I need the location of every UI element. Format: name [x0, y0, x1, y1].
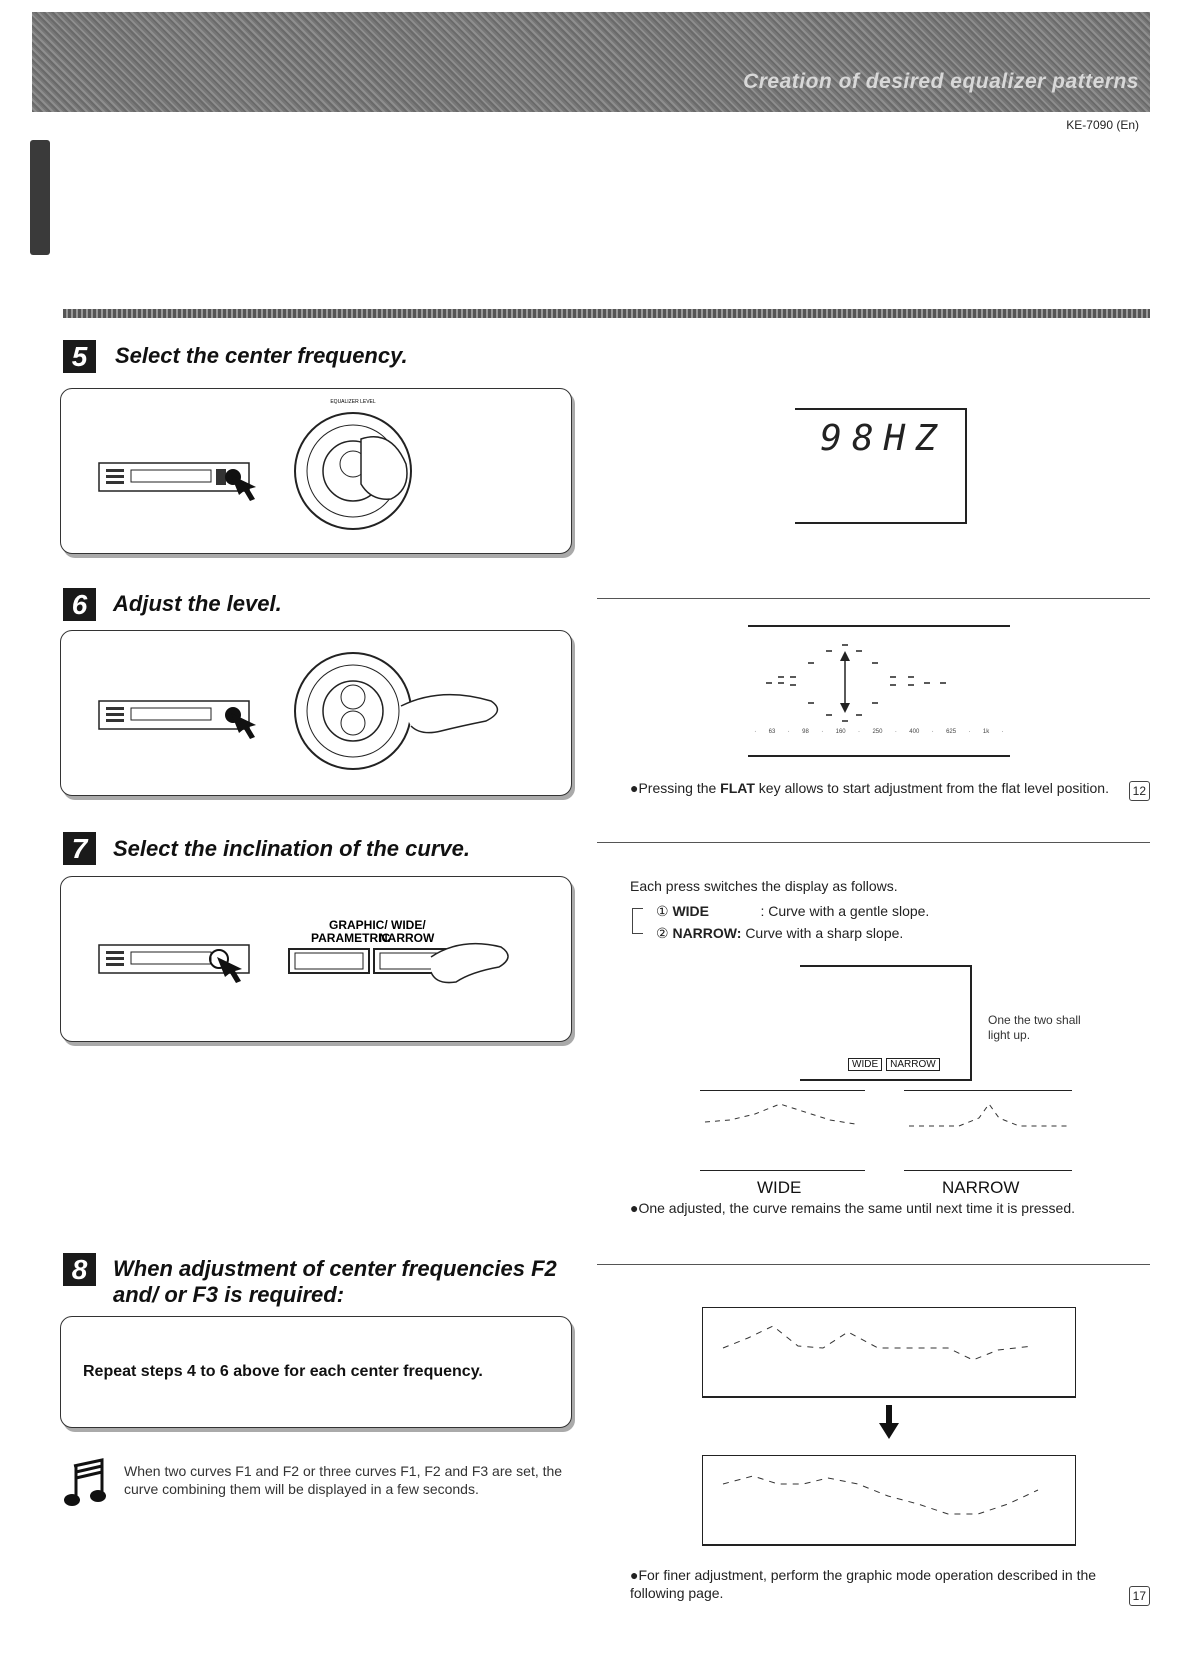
svg-text:GRAPHIC/: GRAPHIC/	[329, 918, 388, 932]
step-6-number: 6	[63, 588, 96, 621]
head-unit-icon	[99, 701, 256, 739]
finer-adjustment-note: ●For finer adjustment, perform the graphic mode operation described in the following page. 17	[630, 1566, 1150, 1606]
narrow-curve-chart	[904, 1090, 1072, 1172]
svg-text:EQUALIZER LEVEL: EQUALIZER LEVEL	[330, 399, 376, 405]
jog-knob-icon	[295, 399, 411, 529]
jog-knob-icon	[295, 653, 497, 769]
page-ref-12: 12	[1129, 781, 1150, 801]
svg-text:NARROW: NARROW	[379, 931, 435, 945]
step-8-title: When adjustment of center frequencies F2 and/ or F3 is required:	[113, 1256, 557, 1307]
svg-text:WIDE/: WIDE/	[391, 918, 426, 932]
step-5-title: Select the center frequency.	[115, 343, 408, 368]
divider-6	[597, 598, 1150, 599]
combined-chart-after	[702, 1455, 1076, 1546]
side-tab	[30, 140, 50, 255]
page-ref-17: 17	[1129, 1586, 1150, 1606]
combined-curve-note: When two curves F1 and F2 or three curves F1, F2 and F3 are set, the curve combining them will be displayed in a few seconds.	[124, 1463, 563, 1497]
label-wide: WIDE	[757, 1178, 802, 1197]
step-8-panel	[60, 1316, 572, 1428]
step-8-instruction: Repeat steps 4 to 6 above for each center frequency.	[83, 1363, 483, 1380]
eq-level-chart	[748, 625, 1010, 757]
music-note-icon	[64, 1458, 108, 1513]
svg-text:PARAMETRIC: PARAMETRIC	[311, 931, 391, 945]
step-7-number: 7	[63, 832, 96, 865]
head-unit-icon	[99, 463, 256, 501]
wide-narrow-display	[800, 965, 972, 1081]
step-5-panel	[60, 388, 572, 554]
flat-note: ●Pressing the FLAT key allows to start adjustment from the flat level position. 12	[630, 779, 1150, 801]
arrow-down-icon	[877, 1405, 901, 1446]
frequency-display-text: 98HZ	[820, 418, 947, 459]
light-note: One the two shall light up.	[988, 1013, 1081, 1042]
eq-tick-labels: · 63 · 98 · 160 · 250 · 400 · 625 · 1k ·	[754, 729, 1004, 735]
step-6-illustration	[61, 631, 571, 795]
step-6-title: Adjust the level.	[113, 591, 282, 616]
divider-7	[597, 842, 1150, 843]
label-narrow: NARROW	[942, 1178, 1020, 1197]
step-7-panel	[60, 876, 572, 1042]
step-7-options: ① WIDE : Curve with a gentle slope. ② NARROW: Curve with a sharp slope.	[632, 900, 929, 944]
frequency-display	[795, 408, 967, 524]
curve-note: ●One adjusted, the curve remains the same until next time it is pressed.	[630, 1200, 1075, 1216]
step-7-intro: Each press switches the display as follows.	[630, 878, 898, 894]
lcd-narrow-indicator: NARROW	[886, 1058, 940, 1071]
combined-chart-before	[702, 1307, 1076, 1398]
step-8-number: 8	[63, 1253, 96, 1286]
wide-curve-chart	[700, 1090, 865, 1172]
section-rule	[63, 309, 1150, 318]
step-5-number: 5	[63, 340, 96, 373]
head-unit-icon	[99, 945, 249, 983]
lcd-wide-indicator: WIDE	[848, 1058, 882, 1071]
header-band	[32, 12, 1150, 112]
divider-8	[597, 1264, 1150, 1265]
step-6-panel	[60, 630, 572, 796]
step-7-illustration	[61, 877, 571, 1041]
step-5-illustration	[61, 389, 571, 553]
step-7-title: Select the inclination of the curve.	[113, 836, 470, 861]
header-title: Creation of desired equalizer patterns	[743, 70, 1139, 93]
model-number: KE-7090 (En)	[1066, 118, 1139, 132]
